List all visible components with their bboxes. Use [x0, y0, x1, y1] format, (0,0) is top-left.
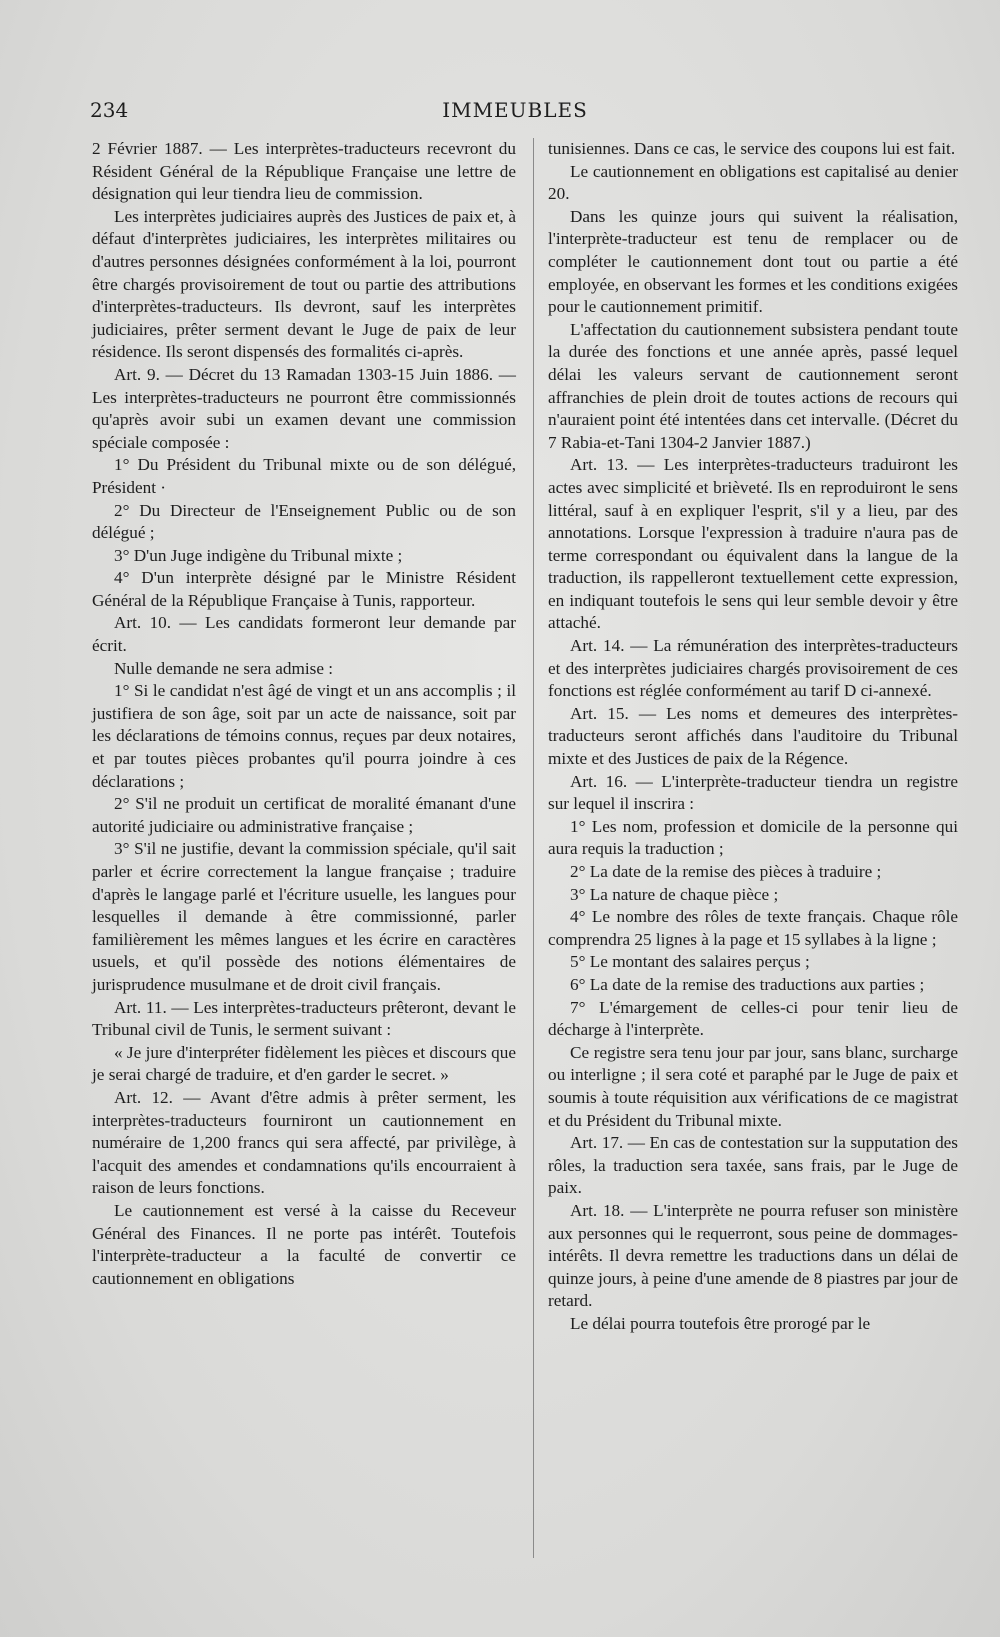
page-header: [90, 98, 940, 128]
paragraph: L'affectation du cautionnement subsistera pendant toute la durée des fonctions et une année après, passé lequel délai les valeurs servant de cautionnement seront affranchies de plein droit de toutes actions de recours qui n'auraient point été intentées dans cet intervalle. (Décret du 7 Rabia-et-Tani 1304-2 Janvier 1887.): [548, 319, 958, 452]
paragraph: Art. 18. — L'interprète ne pourra refuser son ministère aux personnes qui le requerront, sous peine de dommages-intérêts. Il devra remettre les traductions dans un délai de quinze jours, à peine d'une amende de 8 piastres par jour de retard.: [548, 1200, 958, 1311]
paragraph: Art. 13. — Les interprètes-traducteurs traduiront les actes avec simplicité et brièveté. Ils en reproduiront le sens littéral, sauf à en expliquer l'esprit, s'il y a lieu, par des annotations. Lorsque l'expression à traduire n'aura pas de terme correspondant ou équivalent dans la langue de la traduction, ils rappelleront textuellement cette expression, en indiquant toutefois le sens qui leur semble devoir y être attaché.: [548, 455, 958, 633]
paragraph: 2° La date de la remise des pièces à traduire ;: [570, 862, 882, 881]
paragraph: Le délai pourra toutefois être prorogé par le: [570, 1313, 871, 1333]
paragraph: 2° S'il ne produit un certificat de moralité émanant d'une autorité judiciaire ou administrative française ;: [92, 794, 516, 836]
paragraph: 4° Le nombre des rôles de texte français. Chaque rôle comprendra 25 lignes à la page et 15 syllabes à la ligne ;: [548, 907, 958, 949]
paragraph: Les interprètes judiciaires auprès des Justices de paix et, à défaut d'interprètes judiciaires, les interprètes militaires ou d'autres personnes désignées conformément à la loi, pourront être chargés provisoirement de tout ou partie des attributions d'interprètes-traducteurs. Ils devront, sauf les interprètes judiciaires, prêter serment devant le Juge de paix de leur résidence. Ils seront dispensés des formalités ci-après.: [92, 206, 516, 362]
paragraph: 1° Si le candidat n'est âgé de vingt et un ans accomplis ; il justifiera de son âge, soit par un acte de naissance, soit par les déclarations de témoins connus, reçues par deux notaires, et par toutes pièces probantes qu'il pourra joindre à ces déclarations ;: [92, 681, 516, 791]
paragraph: 3° S'il ne justifie, devant la commission spéciale, qu'il sait parler et écrire correctement la langue française ; traduire d'après le langage parlé et l'écriture usuelle, les langues pour lesquelles il demande à être commissionné, parler familièrement les mêmes langues et les écrire en caractères usuels, et qu'il possède des notions élémentaires de jurisprudence musulmane et de droit civil français.: [92, 839, 516, 994]
paragraph: Art. 11. — Les interprètes-traducteurs prêteront, devant le Tribunal civil de Tunis, le serment suivant :: [92, 997, 516, 1040]
paragraph: 3° D'un Juge indigène du Tribunal mixte ;: [114, 545, 403, 565]
paragraph: Art. 16. — L'interprète-traducteur tiendra un registre sur lequel il inscrira :: [548, 771, 958, 814]
column-divider: [533, 138, 534, 1558]
page-number: 234: [90, 98, 129, 122]
paragraph: Le cautionnement est versé à la caisse du Receveur Général des Finances. Il ne porte pas intérêt. Toutefois l'interprète-traducteur a la faculté de convertir ce cautionnement en obligations: [92, 1200, 516, 1288]
paragraph: Art. 14. — La rémunération des interprètes-traducteurs et des interprètes judiciaires chargés provisoirement de ces fonctions est réglée conformément au tarif D ci-annexé.: [548, 636, 958, 701]
paragraph: 3° La nature de chaque pièce ;: [570, 884, 779, 904]
paragraph: 6° La date de la remise des traductions aux parties ;: [570, 974, 925, 994]
paragraph: Ce registre sera tenu jour par jour, sans blanc, surcharge ou interligne ; il sera coté et paraphé par le Juge de paix et soumis à toute réquisition aux vérifications de ce magistrat et du Président du Tribunal mixte.: [548, 1042, 958, 1130]
paragraph: Le cautionnement en obligations est capitalisé au denier 20.: [548, 161, 958, 204]
paragraph: 2 Février 1887. — Les interprètes-traducteurs recevront du Résident Général de la République Française une lettre de désignation qui leur tiendra lieu de commission.: [92, 139, 516, 204]
paragraph: 4° D'un interprète désigné par le Ministre Résident Général de la République Française à Tunis, rapporteur.: [92, 568, 516, 610]
paragraph: 1° Les nom, profession et domicile de la personne qui aura requis la traduction ;: [548, 816, 958, 859]
paragraph: 5° Le montant des salaires perçus ;: [570, 952, 810, 972]
paragraph: 1° Du Président du Tribunal mixte ou de son délégué, Président ·: [92, 455, 516, 497]
right-column: [548, 138, 958, 1335]
paragraph: Nulle demande ne sera admise :: [114, 658, 334, 678]
paragraph: « Je jure d'interpréter fidèlement les pièces et discours que je serai chargé de traduire, et d'en garder le secret. »: [92, 1042, 516, 1085]
paragraph: Art. 17. — En cas de contestation sur la supputation des rôles, la traduction sera taxée, sans frais, par le Juge de paix.: [548, 1133, 958, 1198]
paragraph: 7° L'émargement de celles-ci pour tenir lieu de décharge à l'interprète.: [548, 997, 958, 1040]
paragraph: Art. 10. — Les candidats formeront leur demande par écrit.: [92, 613, 516, 656]
paragraph: Art. 12. — Avant d'être admis à prêter serment, les interprètes-traducteurs fourniront un cautionnement en numéraire de 1,200 francs qui sera affecté, par privilège, à l'acquit des amendes et condamnations qu'ils encourraient à raison de leurs fonctions.: [92, 1087, 516, 1198]
paragraph: 2° Du Directeur de l'Enseignement Public ou de son délégué ;: [92, 500, 516, 543]
paragraph: Art. 9. — Décret du 13 Ramadan 1303-15 Juin 1886. — Les interprètes-traducteurs ne pourront être commissionnés qu'après avoir subi un examen devant une commission spéciale composée :: [92, 364, 516, 452]
paragraph: tunisiennes. Dans ce cas, le service des coupons lui est fait.: [548, 139, 956, 158]
paragraph: Dans les quinze jours qui suivent la réalisation, l'interprète-traducteur est tenu de remplacer ou de compléter le cautionnement dont tout ou partie a été employée, en observant les formes et les conditions exigées pour le cautionnement primitif.: [548, 206, 958, 317]
left-column: [92, 138, 516, 1290]
running-title: IMMEUBLES: [442, 98, 588, 122]
paragraph: Art. 15. — Les noms et demeures des interprètes-traducteurs seront affichés dans l'auditoire du Tribunal mixte et des Justices de paix de la Régence.: [548, 703, 958, 769]
